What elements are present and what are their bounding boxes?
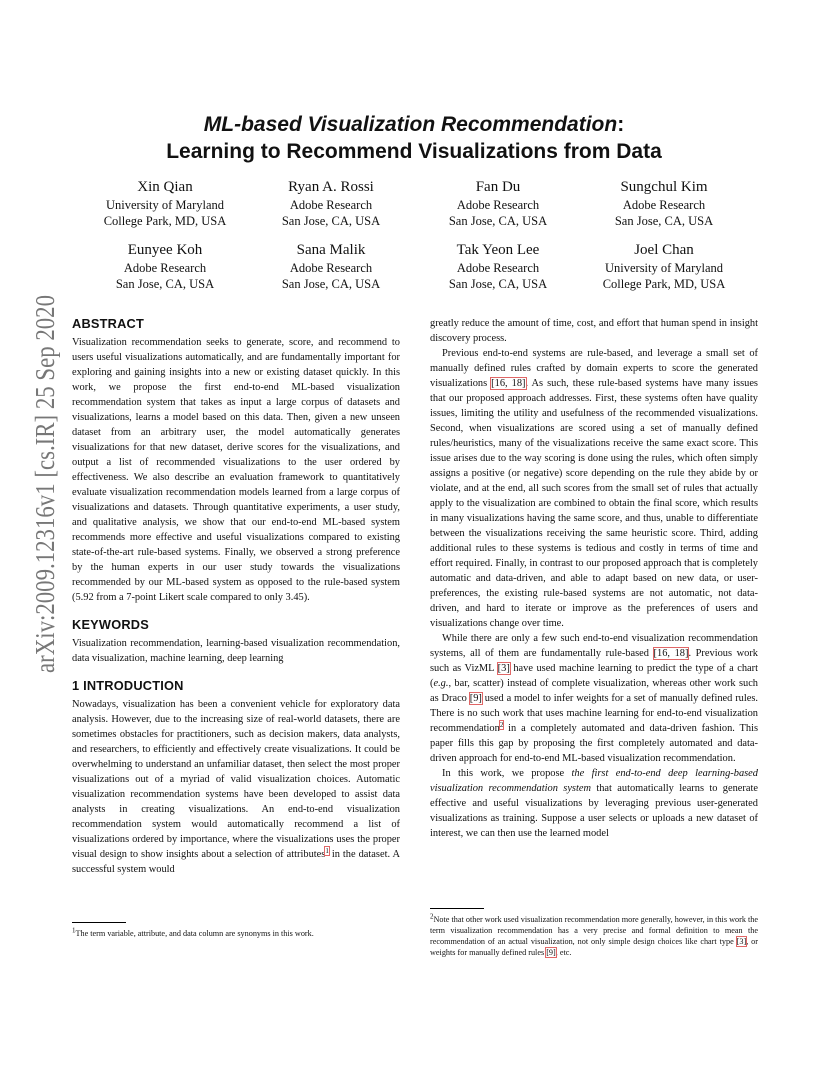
author-name: Sana Malik	[296, 242, 366, 258]
author-block	[408, 177, 588, 229]
footnote-2-text: , or weights for manually defined rules	[430, 937, 758, 957]
author-affiliation: Adobe Research	[456, 261, 540, 275]
footnote-2-text: Note that other work used visualization recommendation more generally, however, in this work the term visualization recommendation has a very precise and formal definition to mean the recommendation of an actual visualization, not only simple design choices like chart type	[430, 915, 758, 946]
paragraph-text: e.g.	[433, 678, 449, 689]
intro-text: Nowadays, visualization has been a convenient vehicle for exploratory data analysis. However, due to the increasing size of real-world datasets, there are sometimes obstacles for practitioners, such as decision makers, data analysts, and researchers, to efficiently and effectively create visualizations. It could be overwhelming to understand an unfamiliar dataset, then select the most proper visualizations out of a myriad of valid visualization choices. Automatic visualization recommendation systems have been developed to assist data analysts in creating visualizations. An end-to-end visualization recommendation system would automatically recommend a list of visualizations ordered by importance, where the visualizations uses the proper visual design to show insights about a selection of attributes	[72, 699, 400, 860]
citation-link[interactable]: [9]	[546, 948, 556, 957]
author-location: San Jose, CA, USA	[448, 277, 548, 291]
paragraph-text: have used machine learning to predict the type of a chart (	[430, 663, 758, 689]
paragraph-text: . As such, these rule-based systems have many issues that our proposed approach addresses. First, these systems often have quality issues, limiting the utility and usefulness of the recommended visualizations. Second, when visualizations are scored using a set of manually defined rules/heuristics, many of the visualizations receive the same exact score. This issue arises due to the way scoring is done using the rules, which often simply assigns a positive (or negative) score depending on the rule they abide by or violate, and at the end, all such scores from the small set of rules that actually apply to the visualization are combined to obtain the final score, which results in many visualizations having the same score, and thus, unable to differentiate between the visualizations receiving the same heuristic score. Third, adding additional rules to these systems is tedious and costly in terms of time and effort required. Finally, in contrast to our proposed approach that is completely automatic and data-driven, and able to adapt based on new data, or user-preferences, the existing rule-based systems are not automatic, not data-driven, and hard to iterate or improve as the preferences of users and visualizations change over time.	[430, 378, 758, 629]
abstract-text: Visualization recommendation seeks to generate, score, and recommend to users useful visualizations automatically, and are fundamentally important for exploring and gaining insights into a new or existing dataset quickly. In this work, we propose the first end-to-end ML-based visualization recommendation system that takes as input a large corpus of datasets and visualizations, learns a model based on this data. Then, given a new unseen dataset from an arbitrary user, the model automatically generates visualizations for that new dataset, derive scores for the visualizations, and output a list of recommended visualizations to the user ordered by effectiveness. We also describe an evaluation framework to quantitatively evaluate visualization recommendation models learned from a large corpus of visualizations and datasets. Through quantitative experiments, a user study, and qualitative analysis, we show that our end-to-end ML-based system recommends more effective and useful visualizations compared to existing state-of-the-art rule-based systems. Finally, we observed a strong preference by the human experts in our user study towards the visualizations recommended by our ML-based system as opposed to the rule-based system (5.92 from a 7-point Likert scale compared to only 3.45).	[72, 337, 400, 603]
citation-link[interactable]: [16, 18]	[491, 378, 526, 389]
author-location: San Jose, CA, USA	[281, 277, 381, 291]
author-location: San Jose, CA, USA	[614, 214, 714, 228]
keywords-text: Visualization recommendation, learning-based visualization recommendation, data visualization, machine learning, deep learning	[72, 638, 400, 664]
author-block	[574, 177, 754, 229]
citation-link[interactable]: [3]	[497, 663, 510, 674]
keywords-heading: KEYWORDS	[72, 617, 149, 632]
author-location: College Park, MD, USA	[103, 214, 227, 228]
footnote-2	[430, 908, 758, 958]
author-name: Eunyee Koh	[127, 242, 203, 258]
intro-heading: 1 INTRODUCTION	[72, 678, 184, 693]
author-affiliation: University of Maryland	[604, 261, 724, 275]
author-location: San Jose, CA, USA	[281, 214, 381, 228]
author-affiliation: Adobe Research	[289, 198, 373, 212]
paragraph-text: in a completely automated and data-driven fashion. This paper fills this gap by proposing the first completely automated and data-driven approach for end-to-end ML-based visualization recommendation.	[430, 723, 758, 764]
right-paragraph-0: greatly reduce the amount of time, cost, and effort that human spend in insight discovery process.	[430, 318, 758, 344]
author-name: Ryan A. Rossi	[288, 179, 374, 195]
author-affiliation: University of Maryland	[105, 198, 225, 212]
footnote-1-text: The term variable, attribute, and data column are synonyms in this work.	[75, 929, 314, 938]
paragraph-text: While there are only a few such end-to-end visualization recommendation systems, all of them are fundamentally rule-based	[430, 633, 758, 659]
author-block	[75, 240, 255, 292]
author-affiliation: Adobe Research	[456, 198, 540, 212]
right-paragraph-2	[430, 631, 758, 766]
right-paragraph-1	[430, 346, 758, 631]
author-name: Tak Yeon Lee	[456, 242, 540, 258]
paragraph-text: Previous end-to-end systems are rule-based, and leverage a small set of manually defined rules crafted by domain experts to score the generated visualizations	[430, 348, 758, 389]
author-name: Xin Qian	[137, 179, 193, 195]
author-name: Joel Chan	[634, 242, 694, 258]
author-affiliation: Adobe Research	[123, 261, 207, 275]
paragraph-text: that automatically learns to generate effective and useful visualizations by leveraging previous user-generated visualizations as training. Suppose a user selects or uploads a new dataset of interest, we can then use the learned model	[430, 783, 758, 839]
footnote-1	[72, 922, 400, 939]
arxiv-identifier	[10, 226, 66, 675]
footnote-2-mark: 2	[430, 912, 434, 921]
author-block	[241, 177, 421, 229]
intro-paragraph	[72, 697, 400, 877]
right-paragraph-3	[430, 766, 758, 841]
paper-title	[0, 111, 828, 165]
author-affiliation: Adobe Research	[289, 261, 373, 275]
paragraph-text: . Previous work such as VizML	[430, 648, 758, 674]
author-name: Fan Du	[475, 179, 521, 195]
author-location: San Jose, CA, USA	[115, 277, 215, 291]
footnote-1-mark: 1	[72, 926, 76, 935]
footnote-rule	[430, 908, 484, 909]
author-location: San Jose, CA, USA	[448, 214, 548, 228]
abstract-heading: ABSTRACT	[72, 316, 144, 331]
paragraph-text: , bar, scatter) instead of complete visualization, whereas other work such as Draco	[430, 678, 758, 704]
title-line1: ML-based Visualization Recommendation	[203, 113, 618, 136]
citation-link[interactable]: [16, 18]	[653, 648, 689, 659]
intro-text-cont: in the dataset. A successful system would	[72, 849, 400, 875]
author-name: Sungchul Kim	[620, 179, 708, 195]
title-line1-suffix: :	[617, 113, 625, 136]
left-column	[72, 316, 400, 877]
footnote-rule	[72, 922, 126, 923]
footnote-2-text: , etc.	[555, 948, 572, 957]
paragraph-text: used a model to infer weights for a set of manually defined rules. There is no such work that uses machine learning for end-to-end visualization recommendation	[430, 693, 759, 734]
author-affiliation: Adobe Research	[622, 198, 706, 212]
title-line2: Learning to Recommend Visualizations from Data	[166, 140, 662, 163]
footnote-1-link[interactable]: 1	[325, 846, 329, 855]
citation-link[interactable]: [3]	[736, 937, 747, 946]
author-location: College Park, MD, USA	[602, 277, 726, 291]
citation-link[interactable]: [9]	[469, 693, 482, 704]
arxiv-identifier-text: arXiv:2009.12316v1 [cs.IR] 25 Sep 2020	[30, 226, 60, 673]
footnote-2-link[interactable]: 2	[499, 720, 504, 729]
author-block	[241, 240, 421, 292]
author-block	[574, 240, 754, 292]
author-block	[408, 240, 588, 292]
right-column	[430, 316, 758, 841]
paragraph-text: the first end-to-end deep learning-based visualization recommendation system	[430, 768, 758, 794]
paragraph-text: In this work, we propose	[442, 768, 572, 779]
author-block	[75, 177, 255, 229]
